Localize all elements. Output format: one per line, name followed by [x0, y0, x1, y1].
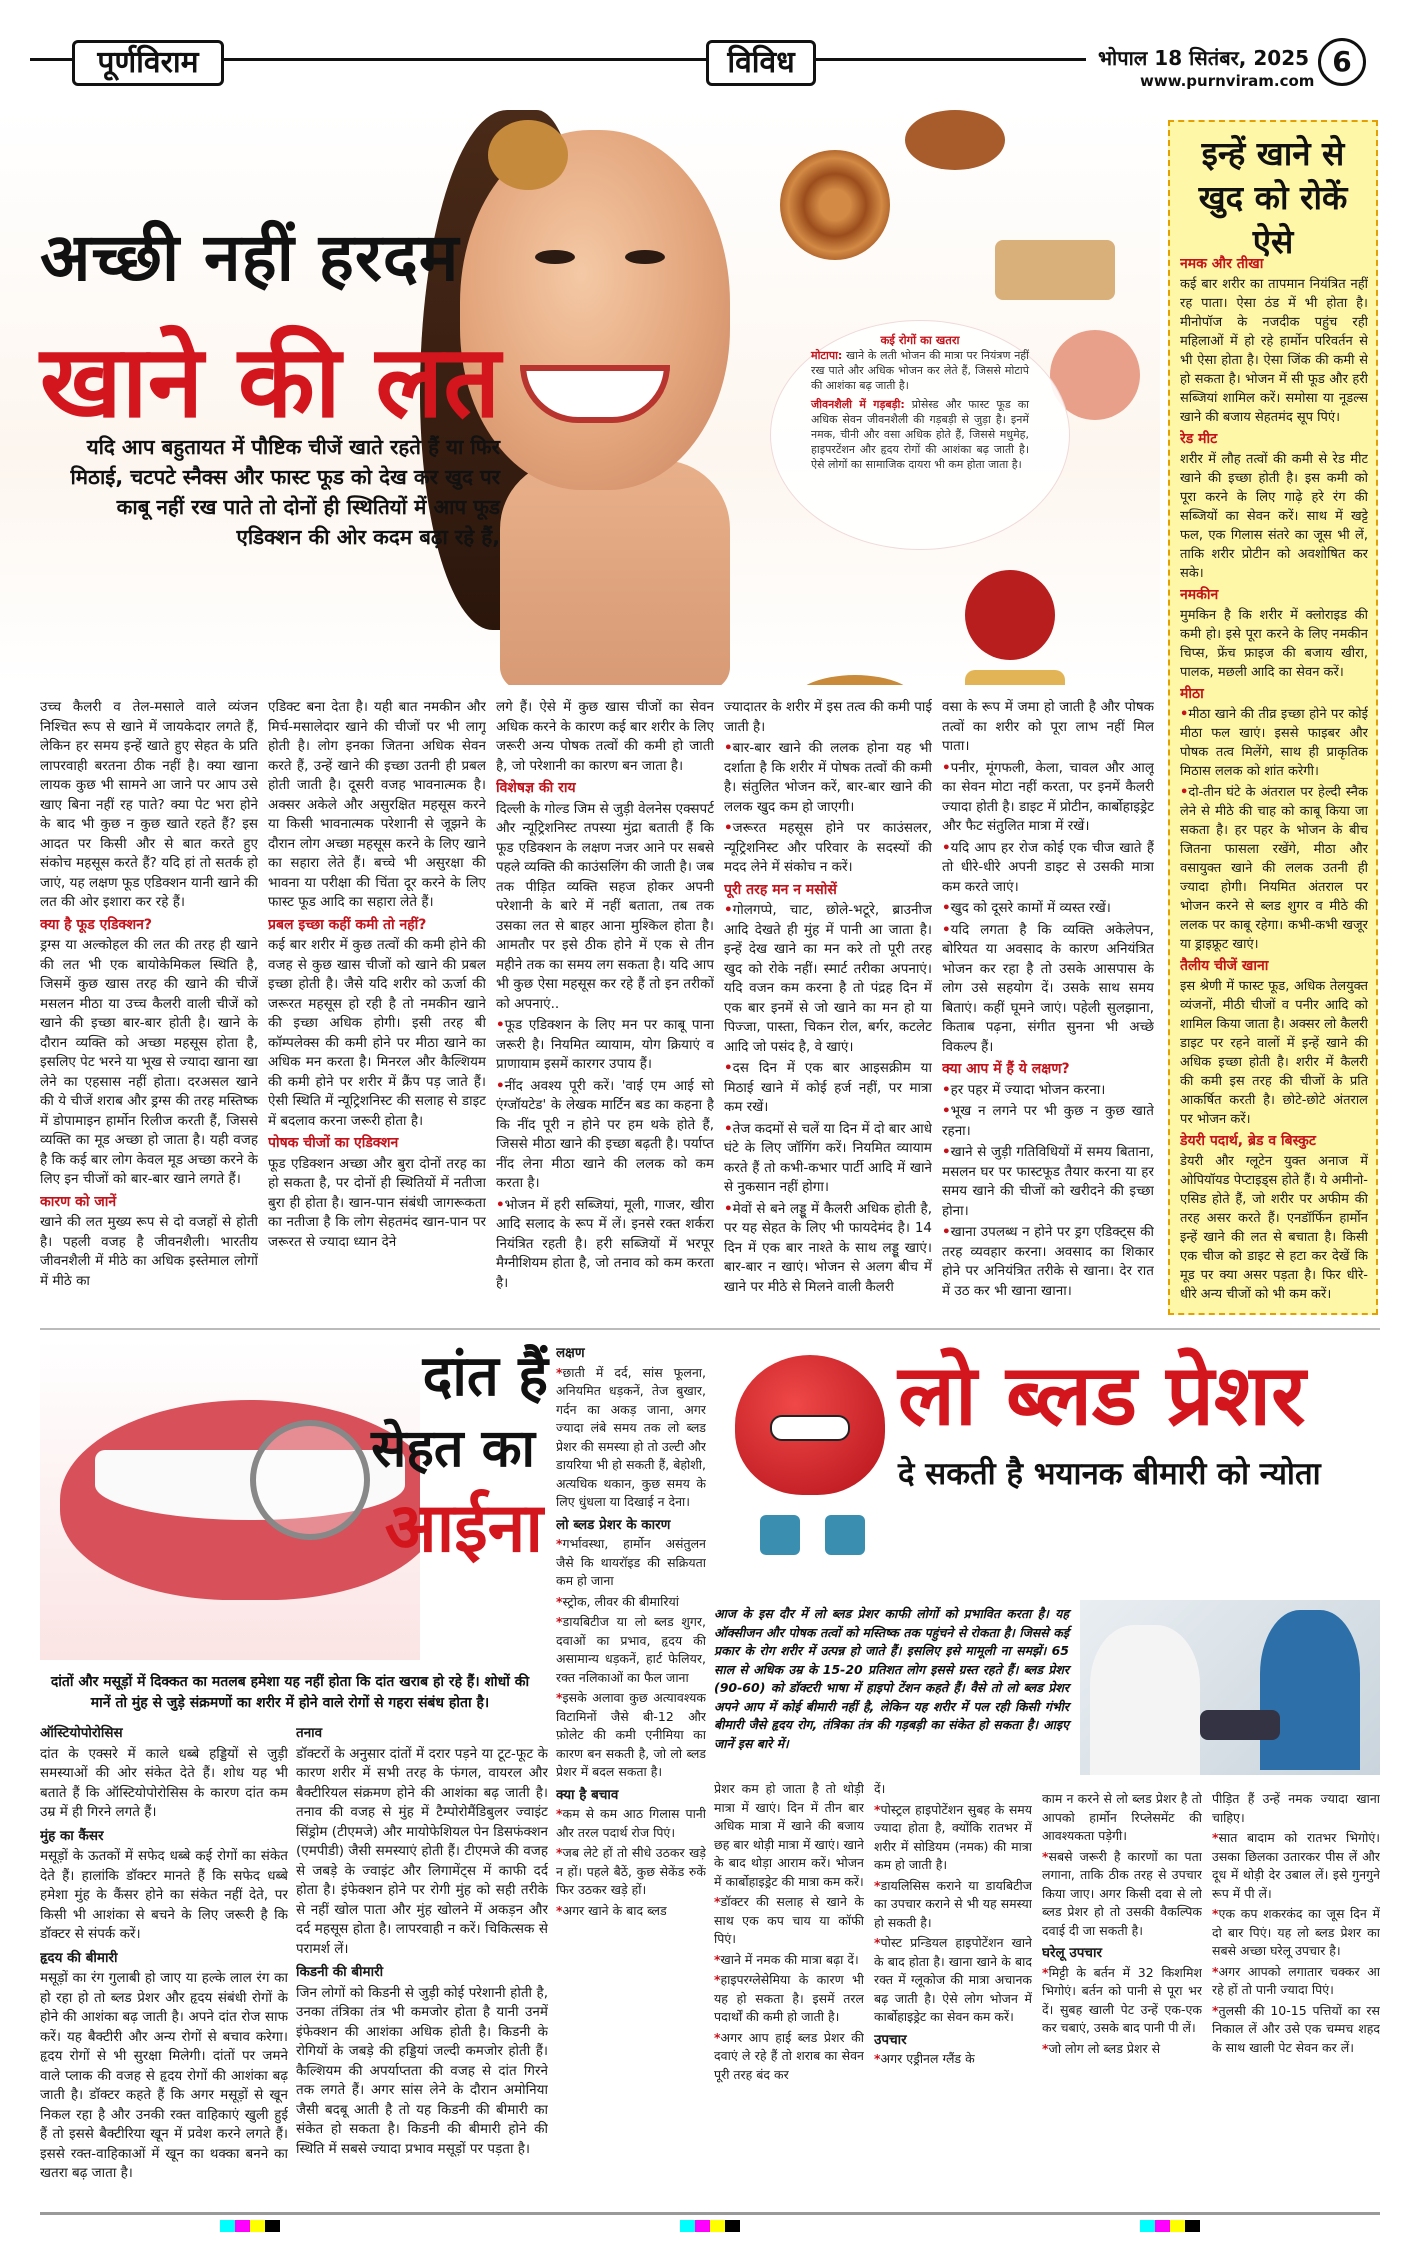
paragraph: शरीर में लौह तत्वों की कमी से रेड मीट खाने की इच्छा होती है। इस कमी को पूरा करने के लिए गाढ़े हरे रंग की सब्जियों का सेवन करें। साथ में खट्टे फल, एक गिलास संतरे का जूस भी लें, ताकि शरीर प्रोटीन को अवशोषित कर सके।	[1180, 452, 1368, 581]
bullet: *गर्भावस्था, हार्मोन असंतुलन जैसे कि थायरॉइड की सक्रियता कम हो जाना	[556, 1536, 706, 1588]
subheading: क्या है बचाव	[556, 1786, 619, 1803]
sidebar-title: इन्हें खाने से खुद को रोकें ऐसे	[1198, 134, 1348, 261]
article-col-3	[496, 698, 714, 1323]
paragraph: कई बार शरीर का तापमान नियंत्रित नहीं रह पाता। ऐसा ठंड में भी होता है। मीनोपॉज के नजदीक पहुंच रही महिलाओं में हो रहे हार्मोन परिवर्तन से भी ऐसा होता है। ऐसा जिंक की कमी से हो सकता है। भोजन में सी फूड और हरी सब्जियां शामिल करें। समोसा या नूडल्स खाने की बजाय सेहतमंद सूप पिएं।	[1180, 277, 1368, 425]
bullet: •भूख न लगने पर भी कुछ न कुछ खाते रहना।	[942, 1103, 1154, 1139]
pizza-food	[965, 670, 1065, 685]
eye-right	[625, 250, 665, 264]
article-col-5	[942, 698, 1154, 1323]
bp-gauge-icon	[770, 1415, 850, 1441]
lbp-intro: आज के इस दौर में लो ब्लड प्रेशर काफी लोगों को प्रभावित करता है। यह ऑक्सीजन और पोषक तत्वों को मस्तिष्क तक पहुंचने से रोकता है। जिससे कई प्रकार के रोग शरीर में उत्पन्न हो जाते हैं। इसलिए इसे मामूली ना समझें। 65 साल से अधिक उम्र के 15-20 प्रतिशत लोग इससे ग्रस्त रहते हैं। ब्लड प्रेशर (90-60) को डॉक्टरी भाषा में हाइपो टेंशन कहते हैं। वैसे तो लो ब्लड प्रेशर अपने आप में कोई बीमारी नहीं है, लेकिन यह शरीर में पल रही किसी गंभीर बीमारी जैसे हृदय रोग, तंत्रिका तंत्र की गड़बड़ी का संकेत हो सकता है। आइए जानें इस बारे में।	[714, 1606, 1069, 1751]
subheading: रेड मीट	[1180, 431, 1218, 447]
lbp-col-2	[874, 1780, 1032, 2190]
bullet: *अगर आप हाई ब्लड प्रेशर की दवाएं ले रहे हैं तो शराब का सेवन पूरी तरह बंद कर	[714, 2029, 864, 2082]
subheading: तैलीय चीजें खाना	[1180, 958, 1269, 974]
registration-mark	[1140, 2220, 1200, 2232]
paragraph: दें।	[874, 1781, 886, 1796]
headline-line2: खाने की लत	[40, 323, 501, 440]
bullet: •जरूरत महसूस होने पर काउंसलर, न्यूट्रिशनिस्ट और परिवार के सदस्यों की मदद लेने में संकोच न करें।	[724, 820, 932, 875]
paragraph: डेयरी और ग्लूटेन युक्त अनाज में ओपियॉयड पेप्टाइड्स होते हैं। ये अमीनो-एसिड होते हैं, जो शरीर पर अफीम की तरह असर करते हैं। एनडॉर्फिन हार्मोन इन्हें खाने की लत से बचाता है। किसी एक चीज को डाइट से हटा कर देखें कि मूड पर क्या असर पड़ता है। फिर धीरे-धीरे अन्य चीजों को भी कम करें।	[1180, 1154, 1368, 1302]
subheading: मीठा	[1180, 686, 1204, 702]
registration-mark	[220, 2220, 280, 2232]
subheading: प्रबल इच्छा कहीं कमी तो नहीं?	[268, 916, 427, 933]
subheading: डेयरी पदार्थ, ब्रेड व बिस्कुट	[1180, 1133, 1316, 1149]
bullet: •यदि आप हर रोज कोई एक चीज खाते हैं तो धीरे-धीरे अपनी डाइट से उसकी मात्रा कम करते जाएं।	[942, 839, 1154, 895]
lbp-title: लो ब्लड प्रेशर	[898, 1346, 1306, 1444]
sidebar-text	[1180, 252, 1368, 1302]
article-col-2	[268, 698, 486, 1323]
burger-food	[790, 675, 920, 685]
teeth-image	[40, 1340, 420, 1660]
subheading: पूरी तरह मन न मसोसें	[724, 881, 837, 898]
bullet: •तेज कदमों से चलें या दिन में दो बार आधे घंटे के लिए जॉगिंग करें। नियमित व्यायाम करते हैं तो कभी-कभार पार्टी आदि में खाने से नुकसान नहीं होगा।	[724, 1120, 932, 1195]
divider	[40, 1328, 1380, 1330]
subheading: ऑस्टियोपोरोसिस	[40, 1725, 123, 1741]
lbp-col-4	[1212, 1790, 1380, 2190]
subheading: हृदय की बीमारी	[40, 1949, 118, 1966]
bullet: •खुद को दूसरे कामों में व्यस्त रखें।	[942, 900, 1111, 916]
paragraph: उच्च कैलरी व तेल-मसाले वाले व्यंजन निश्चित रूप से खाने में जायकेदार लगते हैं, लेकिन हर समय इन्हें खाते हुए सेहत के प्रति लापरवाही बरतना ठीक नहीं है। क्या खाना लायक कुछ भी सामने आ जाने पर आप उसे खाए बिना नहीं रह पाते? क्या पेट भरा होने के बाद भी कुछ न कुछ खाते रहते हैं? इस आदत पर किसी और से बात करते हुए संकोच महसूस करते हैं? यदि हां तो सतर्क हो जाएं, यह लक्षण फूड एडिक्शन यानी खाने की लत की ओर इशारा कर रहे हैं।	[40, 699, 258, 910]
risk-label-1: मोटापा:	[811, 349, 843, 362]
sandwich-food	[995, 240, 1115, 300]
paragraph: मसूड़ों का रंग गुलाबी हो जाए या हल्के लाल रंग का हो रहा हो तो ब्लड प्रेशर और हृदय संबंधी रोगों के होने की आशंका बढ़ जाती है। अपने दांत रोज साफ करें। यह बैक्टीरी और अन्य रोगों से बचाव करेगा। हृदय रोगों से भी सुरक्षा मिलेगी। दांतों पर जमने वाले प्लाक की वजह से हृदय रोगों की आशंका बढ़ जाती है। डॉक्टर कहते हैं कि अगर मसूड़ों से खून निकल रहा है और उनकी रक्त वाहिकाएं खुली हुई हैं तो इससे बैक्टीरिया खून में प्रवेश करने लगते हैं। इससे रक्त-वाहिकाओं में खून का थक्का बनने का खतरा बढ़ जाता है।	[40, 1970, 288, 2181]
registration-mark	[680, 2220, 740, 2232]
shoe-left-icon	[760, 1515, 800, 1555]
bullet: •मेवों से बने लड्डू में कैलरी अधिक होती है, पर यह सेहत के लिए भी फायदेमंद है। 14 दिन में एक बार नाश्ते के साथ लड्डू खाएं। बार-बार न खाएं। भोजन से अलग बीच में खाने पर मीठे से मिलने वाली कैलरी	[724, 1200, 932, 1295]
patient-figure	[1260, 1610, 1360, 1770]
bullet: *कम से कम आठ गिलास पानी और तरल पदार्थ रोज पिएं।	[556, 1806, 706, 1840]
headline-line1: अच्छी नहीं हरदम	[40, 219, 460, 296]
subheading: तनाव	[296, 1725, 323, 1741]
bullet: •दस दिन में एक बार आइसक्रीम या मिठाई खाने में कोई हर्ज नहीं, पर मात्रा कम रखें।	[724, 1060, 932, 1115]
bullet: *अगर आपको लगातार चक्कर आ रहे हों तो पानी ज्यादा पिएं।	[1212, 1963, 1380, 1997]
bullet: *एक कप शकरकंद का जूस दिन में दो बार पिएं। यह लो ब्लड प्रेशर का सबसे अच्छा घरेलू उपचार है।	[1212, 1906, 1380, 1958]
subheading: पोषक चीजों का एडिक्शन	[268, 1135, 399, 1151]
doctor-figure	[1090, 1625, 1200, 1775]
bullet: •नींद अवश्य पूरी करें। 'वाई एम आई सो एंग्जॉयटेड' के लेखक मार्टिन बड का कहना है कि नींद पूरी न होने पर हम थके होते हैं, जिससे मीठा खाने की इच्छा बढ़ती है। पर्याप्त नींद लेना मीठा खाने की ललक को कम करता है।	[496, 1077, 714, 1191]
paragraph: एडिक्ट बना देता है। यही बात नमकीन और मिर्च-मसालेदार खाने की चीजों पर भी लागू होती है। लोग इनका जितना अधिक सेवन करते हैं, उन्हें खाने की इच्छा उतनी ही प्रबल होती जाती है। दूसरी वजह भावनात्मक है। अक्सर अकेले और असुरक्षित महसूस करने या किसी भावनात्मक परेशानी से जूझने के दौरान लोग अच्छा महसूस करने के लिए खाने का सहारा लेते हैं। बच्चे भी असुरक्षा की भावना या परीक्षा की चिंता दूर करने के लिए फास्ट फूड आदि का सहारा लेते हैं।	[268, 699, 486, 910]
bullet: *खाने में नमक की मात्रा बढ़ा दें।	[714, 1951, 859, 1967]
bp-check-photo	[1080, 1600, 1380, 1775]
paragraph: दांत के एक्सरे में काले धब्बे हड्डियों से जुड़ी समस्याओं की ओर संकेत देते हैं। शोध यह भी बताते हैं कि ऑस्टियोपोरोसिस के कारण दांत कम उम्र में ही गिरने लगते हैं।	[40, 1745, 288, 1820]
apple-food	[965, 570, 1055, 660]
bullet: *पोस्ट प्रन्डियल हाइपोटेंशन खाने के बाद होता है। खाना खाने के बाद रक्त में ग्लूकोज की मात्रा अचानक बढ़ जाती है। ऐसे लोग भोजन में कार्बोहाइड्रेट का सेवन कम करें।	[874, 1935, 1032, 2024]
paragraph: इस श्रेणी में फास्ट फूड, अधिक तेलयुक्त व्यंजनों, मीठी चीजों व पनीर आदि को शामिल किया जाता है। अक्सर लो कैलरी डाइट पर रहने वालों में इन्हें खाने की अधिक इच्छा होती है। शरीर में कैलरी की कमी इस तरह की चीजों के प्रति आकर्षित करती है। छोटे-छोटे अंतराल पर भोजन करें।	[1180, 979, 1368, 1127]
bullet: •भोजन में हरी सब्जियां, मूली, गाजर, खीरा आदि सलाद के रूप में लें। इनसे रक्त शर्करा नियंत्रित रहती है। हरी सब्जियों में भरपूर मैग्नीशियम होता है, जो तनाव को कम करता है।	[496, 1196, 714, 1291]
teeth-title-3: आईना	[384, 1489, 543, 1568]
bullet: •यदि लगता है कि व्यक्ति अकेलेपन, बोरियत या अवसाद के कारण अनियंत्रित भोजन कर रहा है तो उसके आसपास के लोग उसे सहयोग दें। उसके साथ समय बिताएं। कहीं घूमने जाएं। पहेली सुलझाना, किताब पढ़ना, संगीत सुनना भी अच्छे विकल्प हैं।	[942, 921, 1154, 1055]
lbp-col-0	[556, 1340, 706, 2190]
paragraph: वसा के रूप में जमा हो जाती है और पोषक तत्वों का शरीर को पूरा लाभ नहीं मिल पाता।	[942, 699, 1154, 754]
paragraph: ड्रग्स या अल्कोहल की लत की तरह ही खाने की लत भी एक बायोकेमिकल स्थिति है, जिसमें कुछ खास तरह की खाने की चीजें मसलन मीठा या उच्च कैलरी वाली चीजें को खाने की इच्छा बार-बार होती है। खाने के दौरान व्यक्ति को अच्छा महसूस होता है, इसलिए पेट भरने या भूख से ज्यादा खाना खा लेने का एहसास नहीं होता। दरअसल खाने की ये चीजें शराब और ड्रग्स की तरह मस्तिष्क में डोपामाइन हार्मोन रिलीज करती हैं, जिससे व्यक्ति का मूड अच्छा हो जाता है। यही वजह है कि कई बार लोग केवल मूड अच्छा करने के लिए इन चीजों को बार-बार खाने लगते हैं।	[40, 937, 258, 1187]
subheading: क्या है फूड एडिक्शन?	[40, 916, 153, 933]
dateline: भोपाल 18 सितंबर, 2025	[1098, 46, 1310, 70]
risk-label-2: जीवनशैली में गड़बड़ी:	[811, 398, 905, 411]
bullet: *छाती में दर्द, सांस फूलना, अनियमित धड़कनें, तेज बुखार, गर्दन का अकड़ जाना, अगर ज्यादा लंबे समय तक लो ब्लड प्रेशर की समस्या हो तो उल्टी और डायरिया भी हो सकती हैं, बेहोशी, अत्यधिक थकान, कुछ समय के लिए धुंधला या दिखाई न देना।	[556, 1364, 706, 1509]
paragraph: प्रेशर कम हो जाता है तो थोड़ी मात्रा में खाएं। दिन में तीन बार अधिक मात्रा में खाने की बजाय छह बार थोड़ी मात्रा में खाएं। खाने के बाद थोड़ा आराम करें। भोजन में कार्बोहाइड्रेट की मात्रा कम करें।	[714, 1781, 864, 1889]
bullet: *पोस्ट्रल हाइपोटेंशन सुबह के समय ज्यादा होता है, क्योंकि रातभर में शरीर में सोडियम (नमक) की मात्रा कम हो जाती है।	[874, 1801, 1032, 1872]
bullet: *अगर खाने के बाद ब्लड	[556, 1902, 667, 1918]
bullet: •दो-तीन घंटे के अंतराल पर हेल्दी स्नैक लेने से मीठे की चाह को काबू किया जा सकता है। हर पहर के भोजन के बीच जितना फासला रखेंगे, मीठा और वसायुक्त खाने की ललक उतनी ही ज्यादा होगी। नियमित अंतराल पर भोजन करने से ब्लड शुगर व मीठे की ललक पर काबू रहेगा। कभी-कभी खजूर या ड्राइफ्रूट खाएं।	[1180, 785, 1368, 952]
bullet: •मीठा खाने की तीव्र इच्छा होने पर कोई मीठा फल खाएं। इससे फाइबर और पोषक तत्व मिलेंगे, साथ ही प्राकृतिक मिठास ललक को शांत करेगी।	[1180, 707, 1368, 779]
eye-left	[535, 250, 575, 264]
bullet: •हर पहर में ज्यादा भोजन करना।	[942, 1081, 1106, 1098]
cookie-food	[488, 120, 568, 190]
shoe-right-icon	[825, 1515, 865, 1555]
chocolate-food	[905, 110, 1005, 170]
paragraph: कई बार शरीर में कुछ तत्वों की कमी होने की वजह से कुछ खास चीजों को खाने की प्रबल इच्छा होती है। जैसे यदि शरीर को ऊर्जा की जरूरत महसूस हो रही है तो नमकीन खाने की इच्छा अधिक होगी। इसी तरह बी कॉम्पलेक्स की कमी होने पर मीठा खाने का अधिक मन करता है। मिनरल और कैल्शियम की कमी होने पर शरीर में क्रैंप पड़ जाते हैं। ऐसी स्थिति में न्यूट्रिशनिस्ट की सलाह से डाइट में बदलाव करना जरूरी होता है।	[268, 937, 486, 1129]
bullet: *तुलसी की 10-15 पत्तियों का रस निकाल लें और उसे एक चम्मच शहद के साथ खाली पेट सेवन कर लें।	[1212, 2002, 1380, 2055]
bullet: •गोलगप्पे, चाट, छोले-भटूरे, ब्राउनीज आदि देखते ही मुंह में पानी आ जाता है। इन्हें देख खाने का मन करे तो पूरी तरह खुद को रोके नहीं। स्मार्ट तरीका अपनाएं। यदि वजन कम करना है तो पंद्रह दिन में एक बार इनमें से जो खाने का मन हो या पिज्जा, पास्ता, चिकन रोल, बर्गर, कटलेट आदि जो पसंद है, वे खाएं।	[724, 902, 932, 1055]
neck-shape	[500, 460, 730, 685]
subheading: विशेषज्ञ की राय	[496, 780, 576, 796]
paragraph: ज्यादातर के शरीर में इस तत्व की कमी पाई जाती है।	[724, 699, 932, 735]
paragraph: काम न करने से लो ब्लड प्रेशर है तो आपको हार्मोन रिप्लेसमेंट की आवश्यकता पड़ेगी।	[1042, 1791, 1202, 1843]
subheading: लक्षण	[556, 1345, 585, 1361]
website: www.purnviram.com	[1140, 72, 1315, 90]
teeth-caption: दांतों और मसूड़ों में दिक्कत का मतलब हमेशा यह नहीं होता कि दांत खराब हो रहे हैं। शोधों की मानें तो मुंह से जुड़े संक्रमणों का शरीर में होने वाले रोगों से गहरा संबंध होता है।	[50, 1674, 530, 1711]
footer-rule	[40, 2212, 1380, 2215]
subheading: घरेलू उपचार	[1042, 1945, 1103, 1961]
bullet: *अगर एड्रीनल ग्लैंड के	[874, 2051, 975, 2066]
subheading: कारण को जानें	[40, 1193, 117, 1210]
subheading: नमक और तीखा	[1180, 256, 1264, 272]
sidebar-box	[1168, 120, 1378, 1315]
page-number: 6	[1318, 38, 1366, 86]
bullet: •पनीर, मूंगफली, केला, चावल और आलू का सेवन मोटा नहीं करता, पर इनमें कैलरी ज्यादा होती है। डाइट में प्रोटीन, कार्बोहाइड्रेट और फैट संतुलित मात्रा में रखें।	[942, 759, 1154, 834]
paragraph: मसूड़ों के ऊतकों में सफेद धब्बे कई रोगों का संकेत देते हैं। हालांकि डॉक्टर मानते हैं कि सफेद धब्बे हमेशा मुंह के कैंसर होने का संकेत नहीं देते, पर किसी भी आशंका से बचने के लिए जरूरी है कि डॉक्टर से संपर्क करें।	[40, 1848, 288, 1942]
article-col-1	[40, 698, 258, 1323]
teeth-title-1: दांत हैं	[422, 1344, 548, 1409]
risk-text-2: प्रोसेस्ड और फास्ट फूड का अधिक सेवन जीवनशैली की गड़बड़ी से जुड़ा है। इनमें नमक, चीनी और वसा अधिक होते हैं, जिससे मधुमेह, हाइपरटेंशन और हृदय रोगों की आशंका बढ़ जाती है। ऐसे लोगों का सामाजिक दायरा भी कम होता जाता है।	[811, 398, 1030, 471]
bullet: *डायलिसिस कराने या डायबिटीज का उपचार कराने से भी यह समस्या हो सकती है।	[874, 1877, 1032, 1930]
bullet: *सात बादाम को रातभर भिगोएं। उसका छिलका उतारकर पीस लें और दूध में थोड़ी देर उबाल लें। इसे गुनगुने रूप में पी लें।	[1212, 1830, 1380, 1901]
teeth-col-1	[40, 1720, 288, 2190]
cinnamon-roll-food	[780, 150, 890, 260]
subheading: उपचार	[874, 2031, 907, 2048]
bullet: •खाने से जुड़ी गतिविधियों में समय बिताना, मसलन घर पर फास्टफूड तैयार करना या हर समय खाने की चीजों को खरीदने की इच्छा होना।	[942, 1144, 1154, 1219]
paragraph: खाने की लत मुख्य रूप से दो वजहों से होती है। पहली वजह है जीवनशैली। भारतीय जीवनशैली में मीठे का अधिक इस्तेमाल लोगों में मीठे का	[40, 1214, 258, 1289]
bullet: •फूड एडिक्शन के लिए मन पर काबू पाना जरूरी है। नियमित व्यायाम, योग क्रियाएं व प्राणायाम इसमें कारगर उपाय हैं।	[496, 1017, 714, 1072]
section-label: विविध	[706, 40, 816, 86]
paragraph: दिल्ली के गोल्ड जिम से जुड़ी वेलनेस एक्सपर्ट और न्यूट्रिशनिस्ट तपस्या मुंद्रा बताती हैं कि फूड एडिक्शन के लक्षण नजर आने पर सबसे पहले व्यक्ति की काउंसलिंग की जाती है। जब तक पीड़ित व्यक्ति सहज होकर अपनी परेशानी के बारे में नहीं बताता, तब तक उसका लत से बाहर आना मुश्किल होता है। आमतौर पर इसे ठीक होने में एक से तीन महीने तक का समय लग सकता है। यदि आप भी कुछ ऐसा महसूस कर रहे हैं तो इन तरीकों को अपनाएं..	[496, 800, 714, 1012]
intro-text: यदि आप बहुतायत में पौष्टिक चीजें खाते रहते हैं या फिर मिठाई, चटपटे स्नैक्स और फास्ट फूड को देख कर खुद पर काबू नहीं रख पाते तो दोनों ही स्थितियों में आप फूड एडिक्शन की ओर कदम बढ़ा रहे हैं,	[70, 435, 500, 549]
bullet: *सबसे जरूरी है कारणों का पता लगाना, ताकि ठीक तरह से उपचार किया जाए। अगर किसी दवा से लो ब्लड प्रेशर हो तो उसकी वैकल्पिक दवाई दी जा सकती है।	[1042, 1848, 1202, 1938]
header-rule-mid	[224, 58, 706, 61]
paragraph: मुमकिन है कि शरीर में क्लोराइड की कमी हो। इसे पूरा करने के लिए नमकीन चिप्स, फ्रेंच फ्राइज की बजाय खीरा, पालक, मछली आदि का सेवन करें।	[1180, 608, 1368, 680]
bullet: *स्ट्रोक, लीवर की बीमारियां	[556, 1593, 679, 1609]
paragraph: डॉक्टरों के अनुसार दांतों में दरार पड़ने या टूट-फूट के कारण शरीर में सभी तरह के फंगल, वायरल और बैक्टीरियल संक्रमण होने की आशंका बढ़ जाती है। तनाव की वजह से मुंह में टैम्पोरोमैंडिबुलर ज्वाइंट सिंड्रोम (टीएमजे) और मायोफेशियल पेन डिसफंक्शन (एमपीडी) जैसी समस्याएं होती हैं। टीएमजे की वजह से जबड़े के ज्वाइंट और लिगामेंट्स में काफी दर्द होता है। इंफेक्शन होने पर रोगी मुंह को सही तरीके से नहीं खोल पाता और मुंह खोलने में अकड़न और दर्द महसूस होता है। लापरवाही न करें। चिकित्सक से परामर्श लें।	[296, 1745, 548, 1957]
risk-text-1: खाने के लती भोजन की मात्रा पर नियंत्रण नहीं रख पाते और अधिक भोजन कर लेते हैं, जिससे मोटापे की आशंका बढ़ जाती है।	[811, 349, 1029, 392]
subheading: मुंह का कैंसर	[40, 1827, 104, 1844]
bullet: *जो लोग लो ब्लड प्रेशर से	[1042, 2040, 1161, 2056]
paragraph: फूड एडिक्शन अच्छा और बुरा दोनों तरह का हो सकता है, पर दोनों ही स्थितियों में नतीजा बुरा ही होता है। खान-पान संबंधी जागरूकता का नतीजा है कि लोग सेहतमंद खान-पान पर जरूरत से ज्यादा ध्यान देने	[268, 1155, 486, 1250]
paragraph: लगे हैं। ऐसे में कुछ खास चीजों का सेवन अधिक करने के कारण कई बार शरीर के लिए जरूरी अन्य पोषक तत्वों की कमी हो जाती है, जो परेशानी का कारण बन जाता है।	[496, 699, 714, 774]
heart-mascot-image	[720, 1345, 890, 1585]
face-shape	[460, 130, 730, 490]
header-rule-right	[816, 58, 1086, 61]
masthead: पूर्णविराम	[72, 40, 224, 86]
bullet: •खाना उपलब्ध न होने पर ड्रग एडिक्ट्स की तरह व्यवहार करना। अवसाद का शिकार होने पर अनियंत्रित तरीके से खाना। देर रात में उठ कर भी खाना खाना।	[942, 1224, 1154, 1299]
bullet: *इसके अलावा कुछ अत्यावश्यक विटामिनों जैसे बी-12 और फ़ोलेट की कमी एनीमिया का कारण बन सकती है, जो लो ब्लड प्रेशर में बदल सकता है।	[556, 1690, 706, 1779]
bullet: *हाइपरग्लेसेमिया के कारण भी यह हो सकता है। इसमें तरल पदार्थों की कमी हो जाती है।	[714, 1972, 864, 2024]
bullet: *मिट्टी के बर्तन में 32 किशमिश भिगोएं। बर्तन को पानी से पूरा भर दें। सुबह खाली पेट उन्हें एक-एक कर चबाएं, उसके बाद पानी पी लें।	[1042, 1964, 1202, 2035]
bp-cuff-icon	[1200, 1710, 1280, 1740]
subheading: क्या आप में हैं ये लक्षण?	[942, 1061, 1070, 1077]
dental-mirror-icon	[250, 1420, 370, 1540]
subheading: नमकीन	[1180, 587, 1219, 603]
lbp-subtitle: दे सकती है भयानक बीमारी को न्योता	[898, 1456, 1321, 1492]
bullet: *जब लेटे हों तो सीधे उठकर खड़े न हों। पहले बैठें, कुछ सेकेंड रुकें फिर उठकर खड़े हों।	[556, 1845, 706, 1897]
bullet: *डायबिटीज या लो ब्लड शुगर, दवाओं का प्रभाव, हृदय की असामान्य धड़कनें, हार्ट फेलियर, रक्त नलिकाओं का फैल जाना	[556, 1614, 706, 1685]
teeth-col-2	[296, 1720, 548, 2190]
lbp-col-3	[1042, 1790, 1202, 2190]
page-header	[0, 0, 1417, 110]
subheading: किडनी की बीमारी	[296, 1964, 384, 1980]
lbp-col-1	[714, 1780, 864, 2190]
teeth-title-2: सेहत का	[371, 1419, 535, 1479]
risk-callout	[770, 320, 1070, 550]
paragraph: जिन लोगों को किडनी से जुड़ी कोई परेशानी होती है, उनका तंत्रिका तंत्र भी कमजोर होता है यानी उनमें इंफेक्शन की आशंका अधिक होती है। किडनी के रोगियों के जबड़े की हड्डियां जल्दी कमजोर होती हैं। कैल्शियम की अपर्याप्तता की वजह से दांत गिरने तक लगते हैं। अगर सांस लेने के दौरान अमोनिया जैसी बदबू आती है तो यह किडनी की बीमारी का संकेत हो सकता है। किडनी की बीमारी होने की स्थिति में सबसे ज्यादा प्रभाव मसूड़ों पर पड़ता है।	[296, 1984, 548, 2157]
subheading: लो ब्लड प्रेशर के कारण	[556, 1516, 671, 1533]
paragraph: पीड़ित हैं उन्हें नमक ज्यादा खाना चाहिए।	[1212, 1791, 1380, 1825]
bullet: •बार-बार खाने की ललक होना यह भी दर्शाता है कि शरीर में पोषक तत्वों की कमी है। संतुलित भोजन करें, बार-बार खाने की ललक खुद कम हो जाएगी।	[724, 740, 932, 815]
risk-title: कई रोगों का खतरा	[880, 333, 960, 347]
article-col-4	[724, 698, 932, 1323]
bullet: *डॉक्टर की सलाह से खाने के साथ एक कप चाय या कॉफी पिएं।	[714, 1894, 864, 1946]
